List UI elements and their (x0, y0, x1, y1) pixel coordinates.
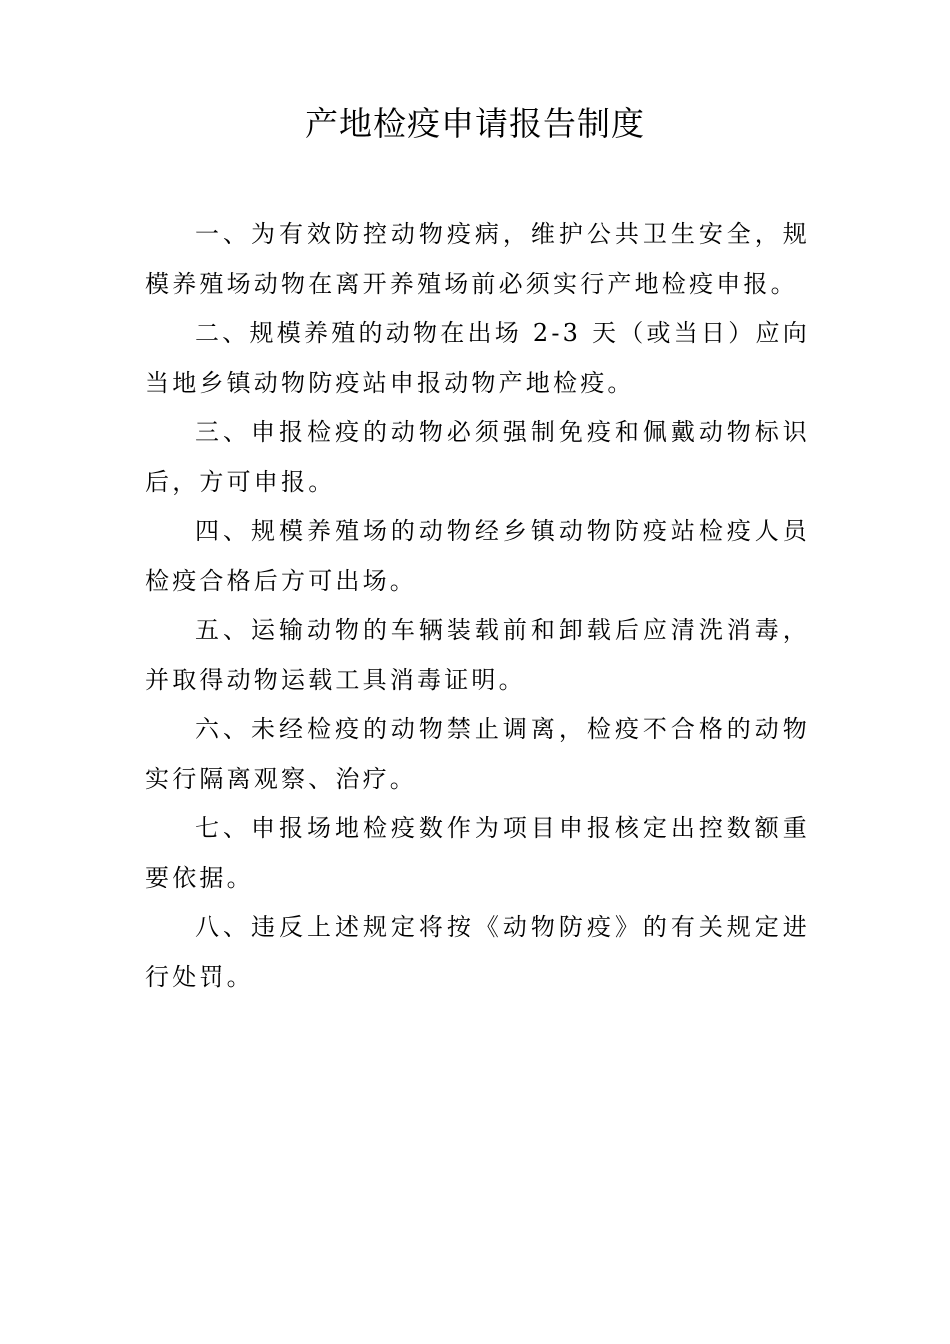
clause-6: 六、未经检疫的动物禁止调离，检疫不合格的动物实行隔离观察、治疗。 (145, 715, 810, 793)
clause-8: 八、违反上述规定将按《动物防疫》的有关规定进行处罚。 (145, 913, 810, 991)
document-body (145, 210, 810, 1002)
clause-4: 四、规模养殖场的动物经乡镇动物防疫站检疫人员检疫合格后方可出场。 (145, 517, 810, 595)
clause-3: 三、申报检疫的动物必须强制免疫和佩戴动物标识后，方可申报。 (145, 418, 810, 496)
clause-1: 一、为有效防控动物疫病，维护公共卫生安全，规模养殖场动物在离开养殖场前必须实行产地检疫申报。 (145, 220, 810, 298)
clause-5: 五、运输动物的车辆装载前和卸载后应清洗消毒，并取得动物运载工具消毒证明。 (145, 616, 810, 694)
clause-2: 二、规模养殖的动物在出场 2-3 天（或当日）应向当地乡镇动物防疫站申报动物产地检疫。 (145, 319, 810, 397)
clause-7: 七、申报场地检疫数作为项目申报核定出控数额重要依据。 (145, 814, 810, 892)
document-title: 产地检疫申请报告制度 (305, 104, 645, 143)
